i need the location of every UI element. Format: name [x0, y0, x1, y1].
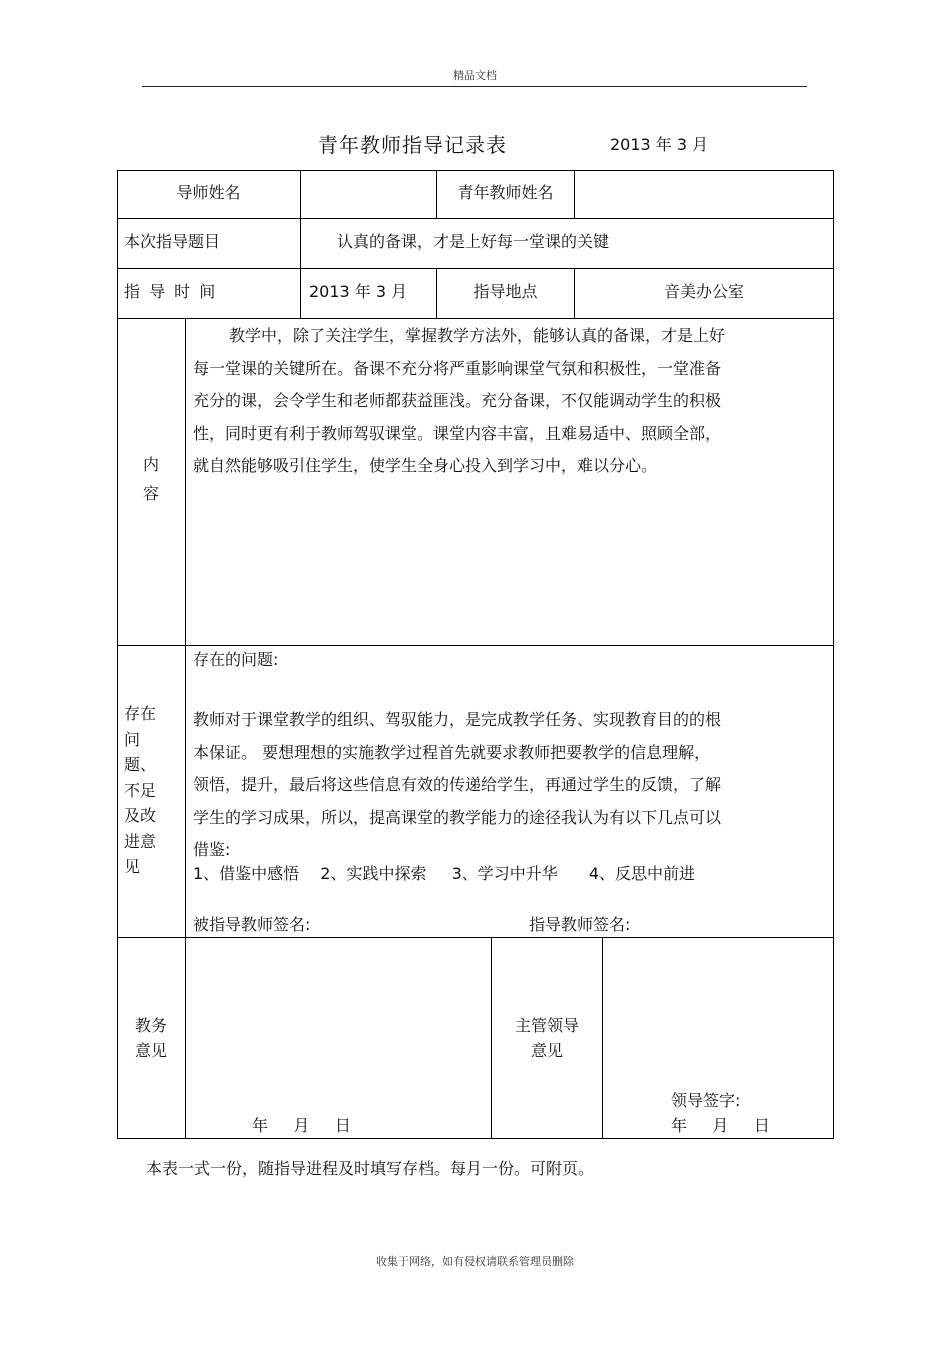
form-date: 2013 年 3 月 — [610, 135, 709, 154]
topic-value: 认真的备课，才是上好每一堂课的关键 — [337, 232, 610, 251]
academic-affairs-label-1: 教务 — [134, 1016, 167, 1035]
leader-signature-label: 领导签字: — [671, 1091, 741, 1110]
content-label-2: 容 — [142, 484, 159, 503]
row-divider — [117, 318, 834, 319]
column-divider — [300, 170, 301, 318]
table-border-top — [117, 170, 834, 171]
issues-label-line: 进意 — [124, 831, 157, 851]
header-divider — [142, 86, 807, 87]
academic-affairs-date: 年 月 日 — [252, 1116, 351, 1135]
issues-label-line: 见 — [124, 857, 141, 876]
issues-line: 借鉴: — [193, 840, 231, 859]
table-border-bottom — [117, 1138, 834, 1139]
row-divider — [117, 218, 834, 219]
content-line: 性，同时更有利于教师驾驭课堂。课堂内容丰富，且难易适中、照顾全部， — [193, 423, 722, 443]
place-label: 指导地点 — [473, 282, 538, 301]
content-line: 教学中，除了关注学生，掌握教学方法外，能够认真的备课，才是上好 — [229, 326, 726, 345]
issues-label-line: 不足 — [124, 780, 157, 800]
row-divider — [117, 937, 834, 938]
topic-label: 本次指导题目 — [124, 232, 221, 251]
content-paragraph — [193, 320, 829, 483]
issues-line: 领悟，提升，最后将这些信息有效的传递给学生，再通过学生的反馈，了解 — [193, 775, 722, 794]
page-header-text: 精品文档 — [453, 69, 497, 82]
table-border-left — [117, 170, 118, 1138]
form-title: 青年教师指导记录表 — [318, 133, 507, 157]
academic-affairs-label-2: 意见 — [134, 1041, 167, 1060]
content-line: 充分的课，会令学生和老师都获益匪浅。充分备课，不仅能调动学生的积极 — [193, 391, 722, 410]
mentee-signature-label: 被指导教师签名: — [193, 915, 311, 934]
column-divider — [185, 318, 186, 1138]
issues-label-line: 及改 — [124, 806, 157, 825]
page-footer-text: 收集于网络，如有侵权请联系管理员删除 — [376, 1255, 574, 1268]
issues-line: 本保证。 要想理想的实施教学过程首先就要求教师把要教学的信息理解， — [193, 742, 711, 762]
young-teacher-name-label: 青年教师姓名 — [457, 183, 554, 202]
improvement-point: 3、学习中升华 — [451, 864, 558, 883]
content-label-1: 内 — [142, 455, 159, 474]
improvement-point: 1、借鉴中感悟 — [193, 864, 300, 883]
time-value: 2013 年 3 月 — [309, 282, 408, 301]
form-footnote: 本表一式一份，随指导进程及时填写存档。每月一份。可附页。 — [146, 1159, 595, 1178]
improvement-point: 4、反思中前进 — [588, 864, 696, 883]
issues-label — [124, 701, 182, 880]
column-divider — [602, 937, 603, 1138]
issues-label-line: 存在 — [124, 704, 157, 723]
row-divider — [117, 268, 834, 269]
leader-label-1: 主管领导 — [514, 1016, 579, 1035]
issues-label-line: 题、 — [124, 755, 157, 774]
issues-heading: 存在的问题: — [193, 650, 279, 669]
row-divider — [117, 645, 834, 646]
issues-line: 教师对于课堂教学的组织、驾驭能力，是完成教学任务、实现教育目的的根 — [193, 710, 722, 729]
leader-label-2: 意见 — [530, 1041, 563, 1060]
issues-paragraph — [193, 704, 829, 867]
leader-date: 年 月 日 — [671, 1116, 770, 1135]
content-line: 就自然能够吸引住学生，使学生全身心投入到学习中，难以分心。 — [193, 456, 658, 475]
mentor-name-label: 导师姓名 — [176, 183, 241, 202]
mentor-signature-label: 指导教师签名: — [529, 915, 631, 934]
issues-label-line: 问 — [124, 729, 141, 749]
column-divider — [574, 170, 575, 218]
improvement-points — [193, 864, 829, 884]
improvement-point: 2、实践中探索 — [320, 864, 427, 883]
place-value: 音美办公室 — [663, 282, 744, 301]
content-line: 每一堂课的关键所在。备课不充分将严重影响课堂气氛和积极性，一堂准备 — [193, 358, 722, 378]
issues-line: 学生的学习成果，所以，提高课堂的教学能力的途径我认为有以下几点可以 — [193, 807, 722, 827]
column-divider — [491, 937, 492, 1138]
table-border-right — [833, 170, 834, 1138]
time-label: 指 导 时 间 — [124, 282, 216, 301]
